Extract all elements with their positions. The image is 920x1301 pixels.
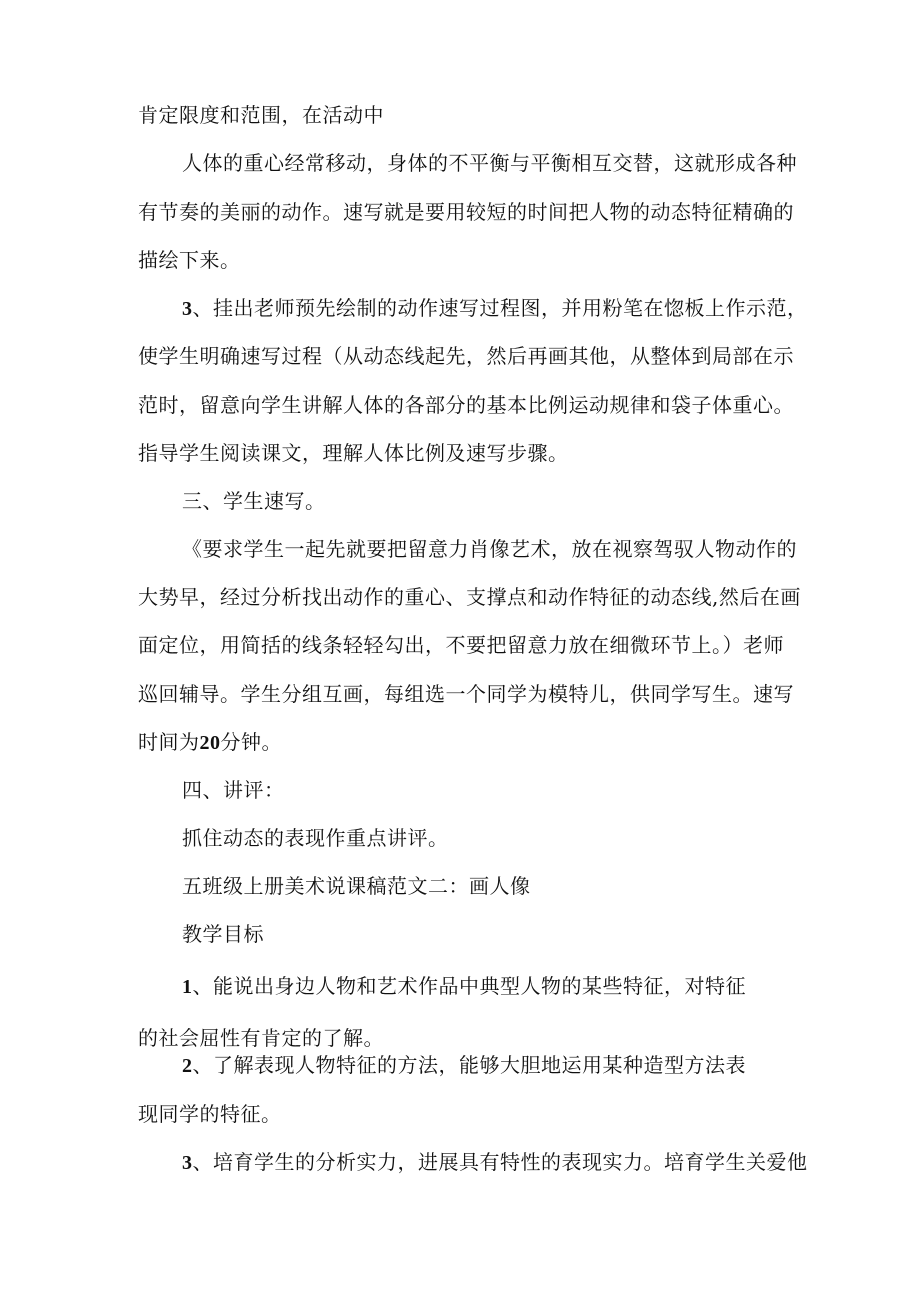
line-text: 面定位，用简括的线条轻轻勾出，不要把留意力放在细微环节上。）老师 xyxy=(138,633,784,657)
line-text: 范时，留意向学生讲解人体的各部分的基本比例运动规律和袋子体重心。 xyxy=(138,393,794,417)
line-text: 《要求学生一起先就要把留意力肖像艺术，放在视察驾驭人物动作的 xyxy=(182,537,797,561)
line-text: 五班级上册美术说课稿范文二：画人像 xyxy=(182,874,531,898)
line-text: 、挂出老师预先绘制的动作速写过程图，并用粉笔在惚板上作示范， xyxy=(192,296,808,320)
section-heading xyxy=(182,489,326,513)
line-text: 有节奏的美丽的动作。速写就是要用较短的时间把人物的动态特征精确的 xyxy=(138,200,794,224)
line-text: 现同学的特征。 xyxy=(138,1102,282,1126)
text-line xyxy=(138,585,801,609)
duration-number: 20 xyxy=(199,732,221,754)
line-text: 使学生明确速写过程（从动态线起先，然后再画其他，从整体到局部在示 xyxy=(138,344,794,368)
line-text: 、了解表现人物特征的方法，能够大胆地运用某种造型方法表 xyxy=(192,1053,746,1077)
text-line xyxy=(182,974,746,999)
text-line xyxy=(182,1053,746,1078)
text-line xyxy=(138,344,794,368)
section-heading xyxy=(182,778,285,802)
text-line xyxy=(138,393,794,417)
text-line xyxy=(182,1150,808,1175)
line-text: 大势早，经过分析找出动作的重心、支撑点和动作特征的动态线,然后在画 xyxy=(138,585,801,609)
line-text: 巡回辅导。学生分组互画，每组选一个同学为模特儿，供同学写生。速写 xyxy=(138,682,794,706)
line-text: 的社会屈性有肯定的了解。 xyxy=(138,1026,384,1050)
article-title xyxy=(182,874,531,898)
list-number: 3 xyxy=(182,1152,193,1174)
list-number: 2 xyxy=(182,1055,193,1077)
line-text: 四、讲评： xyxy=(182,778,285,802)
line-text: 人体的重心经常移动，身体的不平衡与平衡相互交替，这就形成各种 xyxy=(182,151,797,175)
line-text: 肯定限度和范围，在活动中 xyxy=(138,103,384,127)
line-text: 、能说出身边人物和艺术作品中典型人物的某些特征，对特征 xyxy=(192,974,746,998)
text-line xyxy=(182,296,808,321)
line-text: 教学目标 xyxy=(182,922,264,946)
line-text: 抓住动态的表现作重点讲评。 xyxy=(182,826,449,850)
line-text: 指导学生阅读课文，理解人体比例及速写步骤。 xyxy=(138,441,569,465)
text-line xyxy=(138,441,569,465)
line-text: 分钟。 xyxy=(220,730,282,754)
text-line xyxy=(182,151,797,175)
list-number: 3 xyxy=(182,298,193,320)
text-line xyxy=(138,633,784,657)
text-line xyxy=(138,1026,384,1050)
line-text: 时间为 xyxy=(138,730,200,754)
text-line xyxy=(182,826,449,850)
line-text: 描绘下来。 xyxy=(138,248,241,272)
line-text: 、培育学生的分析实力，进展具有特性的表现实力。培育学生关爱他 xyxy=(192,1150,808,1174)
list-number: 1 xyxy=(182,976,193,998)
text-line xyxy=(138,682,794,706)
text-line xyxy=(138,1102,282,1126)
line-text: 三、学生速写。 xyxy=(182,489,326,513)
text-line xyxy=(182,537,797,561)
text-line xyxy=(138,103,384,127)
section-heading xyxy=(182,922,264,946)
text-line xyxy=(138,200,794,224)
text-line xyxy=(138,248,241,272)
text-line xyxy=(138,730,282,755)
